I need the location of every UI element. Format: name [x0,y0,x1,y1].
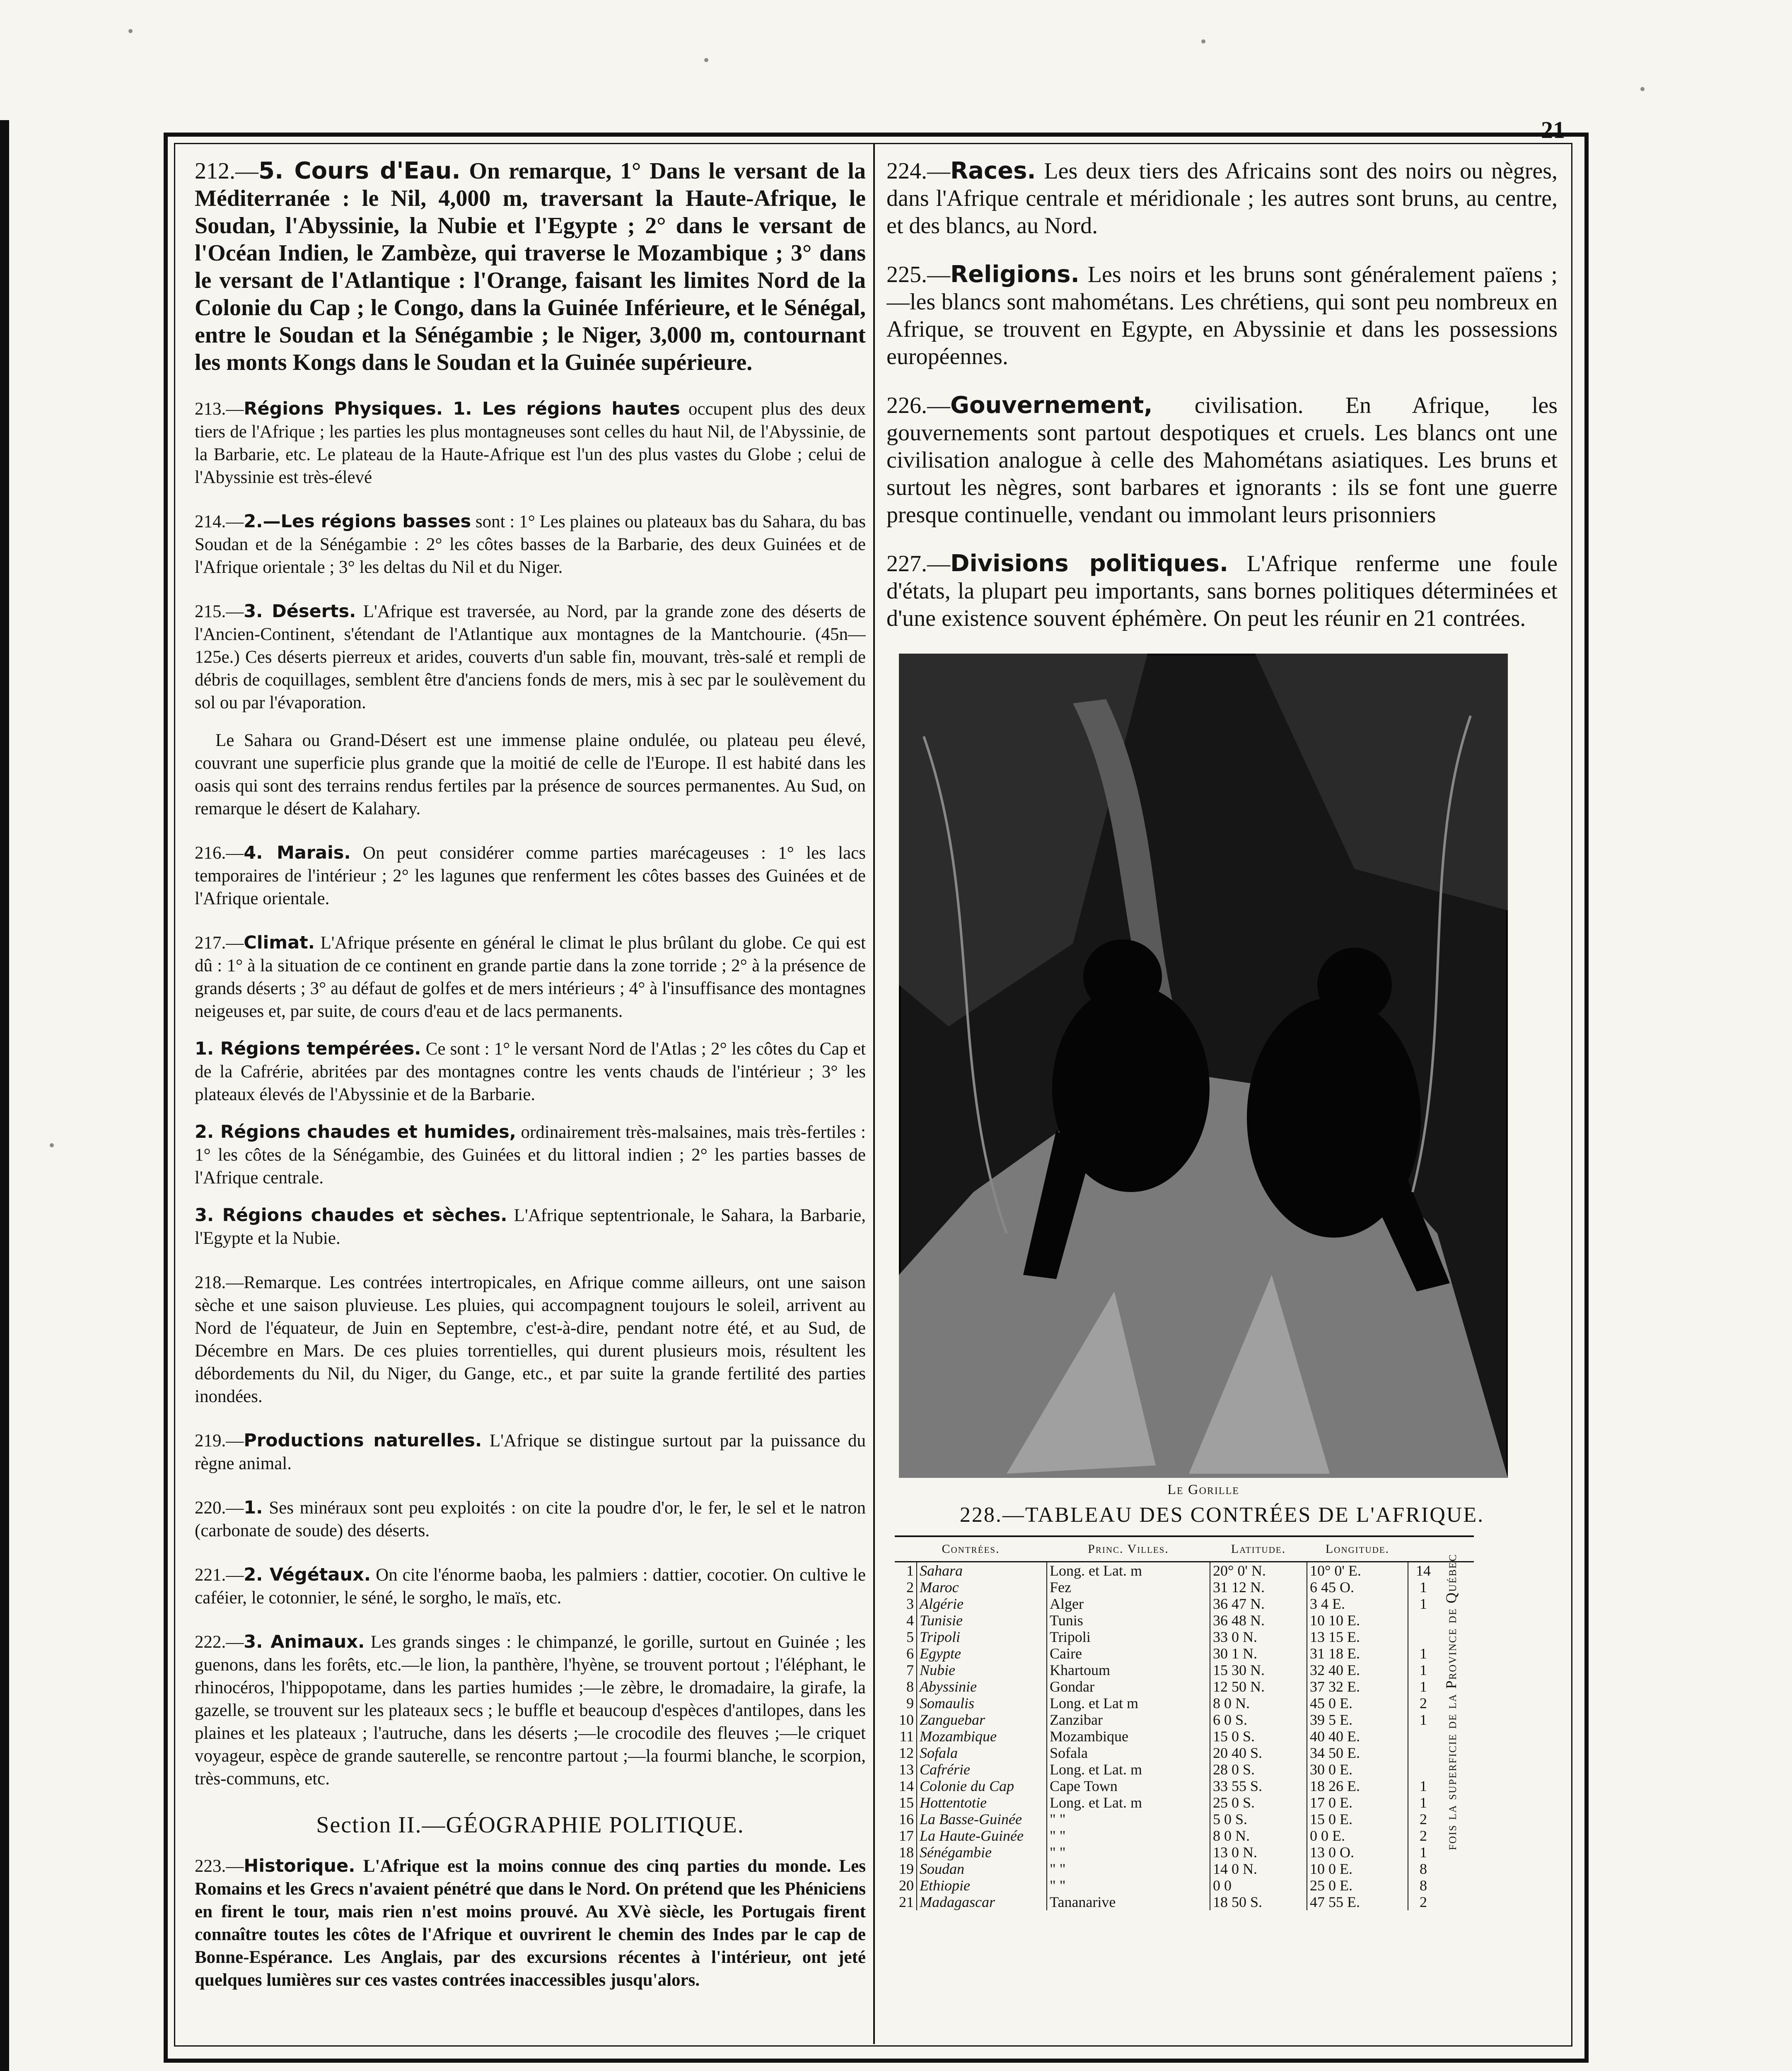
paragraph-227: 227.—Divisions politiques. L'Afrique renferme une foule d'états, la plupart peu importants, sans bornes politiques déterminées et d'une existence souvent éphémère. On peut les réunir en 21 contrées. [886,550,1558,631]
paragraph-218: 218.—Remarque. Les contrées intertropicales, en Afrique comme ailleurs, ont une saison sèche et une saison pluvieuse. Les pluies, qui accompagnent toujours le soleil, arrivent au Nord de l'équateur, de Juin en Septembre, c'est-à-dire, pendant notre été, et au Sud, de Décembre en Mars. De ces pluies torrentielles, qui durent plusieurs mois, résultent les débordements du Nil, du Niger, du Gange, etc., et par suite la grande fertilité des parties inondées. [195,1273,866,1406]
paragraph-heading: 1. [244,1497,263,1518]
country-name: Somaulis [917,1695,1047,1711]
longitude-value: 32 40 E. [1307,1662,1408,1678]
scan-speck [1201,39,1205,43]
latitude-value: 8 0 N. [1210,1695,1307,1711]
table-row [895,1844,1474,1861]
table-row [895,1629,1474,1645]
latitude-value: 15 0 S. [1210,1728,1307,1745]
longitude-value: 0 0 E. [1307,1827,1408,1844]
area-ratio: 1 [1420,1662,1427,1678]
row-number: 7 [895,1662,917,1678]
paragraph-heading: Divisions politiques. [950,550,1229,577]
scan-speck [50,1143,54,1147]
paragraph-regions-temperees: 1. Régions tempérées. Ce sont : 1° le versant Nord de l'Atlas ; 2° les côtes du Cap et de la Cafrérie, abritées par des montagnes contre les vents chauds de l'intérieur ; 3° les plateaux élevés de l'Abyssinie et de la Barbarie. [195,1038,866,1104]
table-row [895,1745,1474,1761]
area-ratio: 1 [1420,1844,1427,1861]
latitude-value: 36 48 N. [1210,1612,1307,1629]
row-number: 18 [895,1844,917,1861]
longitude-value: 39 5 E. [1307,1711,1408,1728]
paragraph-225: 225.—Religions. Les noirs et les bruns sont généralement païens ;—les blancs sont mahométans. Les chrétiens, qui sont peu nombreux en Afrique, se trouvent en Egypte, en Abyssinie et dans les possessions européennes. [886,261,1558,369]
row-number: 5 [895,1629,917,1645]
paragraph-heading: Races. [950,157,1036,184]
latitude-value: 36 47 N. [1210,1595,1307,1612]
paragraph-213: 213.—Régions Physiques. 1. Les régions hautes occupent plus des deux tiers de l'Afrique ; les parties les plus montagneuses sont celles du haut Nil, de l'Abyssinie, de la Barbarie, etc. Le plateau de la Haute-Afrique est l'un des plus vastes du Globe ; celui de l'Abyssinie est très-élevé [195,398,866,487]
scan-speck [1640,87,1645,91]
table-row [895,1761,1474,1778]
header-contrees: Contrées. [895,1536,1047,1562]
row-number: 12 [895,1745,917,1761]
paragraph-heading: 2.—Les régions basses [244,511,471,532]
latitude-value: 28 0 S. [1210,1761,1307,1778]
longitude-value: 40 40 E. [1307,1728,1408,1745]
longitude-value: 34 50 E. [1307,1745,1408,1761]
latitude-value: 8 0 N. [1210,1827,1307,1844]
paragraph-sahara: Le Sahara ou Grand-Désert est une immense plaine ondulée, ou plateau peu élevé, couvrant une superficie plus grande que la moitié de celle de l'Europe. Il est habité dans les oasis qui sont des terrains rendus fertiles par la présence de sources permanentes. Au Sud, on remarque le désert de Kalahary. [195,731,866,818]
paragraph-heading: Climat. [244,932,315,953]
main-city: Cape Town [1047,1778,1210,1794]
table-row [895,1612,1474,1629]
paragraph-224: 224.—Races. Les deux tiers des Africains sont des noirs ou nègres, dans l'Afrique centrale et méridionale ; les autres sont bruns, au centre, et des blancs, au Nord. [886,157,1558,239]
main-city: Caire [1047,1645,1210,1662]
area-ratio: 1 [1420,1645,1427,1662]
area-ratio: 2 [1420,1695,1427,1711]
scan-speck [128,29,133,33]
main-city: " " [1047,1811,1210,1827]
paragraph-heading: 3. Régions chaudes et sèches. [195,1205,507,1226]
country-name: Ethiopie [917,1877,1047,1894]
latitude-value: 30 1 N. [1210,1645,1307,1662]
table-row [895,1728,1474,1745]
area-note-cell [1438,1536,1474,1850]
main-city: " " [1047,1877,1210,1894]
row-number: 11 [895,1728,917,1745]
column-divider [873,143,875,2044]
longitude-value: 30 0 E. [1307,1761,1408,1778]
country-name: Sofala [917,1745,1047,1761]
area-note: fois la superficie de la Province de Québec [1443,1554,1459,1850]
row-number: 9 [895,1695,917,1711]
paragraph-heading: Régions Physiques. 1. Les régions hautes [244,398,680,419]
gorilla-engraving [899,654,1508,1497]
header-latitude: Latitude. [1210,1536,1307,1562]
table-row [895,1645,1474,1662]
main-city: Fez [1047,1579,1210,1595]
latitude-value: 33 55 S. [1210,1778,1307,1794]
main-city: Khartoum [1047,1662,1210,1678]
longitude-value: 13 0 O. [1307,1844,1408,1861]
area-ratio: 1 [1420,1794,1427,1811]
row-number: 13 [895,1761,917,1778]
paragraph-heading: 2. Végétaux. [244,1564,371,1585]
row-number: 4 [895,1612,917,1629]
country-name: Abyssinie [917,1678,1047,1695]
paragraph-heading: 4. Marais. [244,842,351,863]
main-city: " " [1047,1827,1210,1844]
page-number: 21 [1541,116,1565,143]
main-city: Gondar [1047,1678,1210,1695]
country-name: Maroc [917,1579,1047,1595]
country-name: Soudan [917,1861,1047,1877]
table-row [895,1695,1474,1711]
paragraph-226: 226.—Gouvernement, civilisation. En Afrique, les gouvernements sont partout despotiques et cruels. Les blancs ont une civilisation analogue à celle des Mahométans asiatiques. Les bruns et surtout les nègres, sont barbares et ignorants : ils se font une guerre presque continuelle, vendant ou immolant leurs prisonniers [886,392,1558,528]
area-ratio [1408,1761,1438,1778]
row-number: 8 [895,1678,917,1695]
paragraph-219: 219.—Productions naturelles. L'Afrique se distingue surtout par la puissance du règne animal. [195,1430,866,1473]
main-city: Zanzibar [1047,1711,1210,1728]
countries-table [895,1535,1474,1910]
country-name: Egypte [917,1645,1047,1662]
table-row [895,1662,1474,1678]
right-column [886,157,1558,1910]
longitude-value: 31 18 E. [1307,1645,1408,1662]
longitude-value: 15 0 E. [1307,1811,1408,1827]
longitude-value: 10° 0' E. [1307,1562,1408,1579]
main-city: Tananarive [1047,1894,1210,1910]
table-body [895,1562,1474,1911]
table-row [895,1711,1474,1728]
country-name: La Basse-Guinée [917,1811,1047,1827]
header-area [1408,1536,1438,1562]
latitude-value: 12 50 N. [1210,1678,1307,1695]
row-number: 19 [895,1861,917,1877]
country-name: Sénégambie [917,1844,1047,1861]
row-number: 2 [895,1579,917,1595]
main-city: " " [1047,1861,1210,1877]
row-number: 17 [895,1827,917,1844]
main-city: Long. et Lat. m [1047,1562,1210,1579]
area-ratio: 1 [1420,1778,1427,1794]
area-ratio: 2 [1420,1811,1427,1827]
row-number: 6 [895,1645,917,1662]
country-name: Colonie du Cap [917,1778,1047,1794]
country-name: La Haute-Guinée [917,1827,1047,1844]
paragraph-222: 222.—3. Animaux. Les grands singes : le chimpanzé, le gorille, surtout en Guinée ; les guenons, dans les forêts, etc.—le lion, la panthère, l'hyène, se trouvent portout ; l'éléphant, le rhinocéros, l'hippopotame, dans les parties humides ;—le zèbre, le dromadaire, la girafe, la gazelle, se trouvent sur les plateaux secs ; le buffle et beaucoup d'espèces d'antilopes, dans les plaines et les plateaux ; l'autruche, dans les déserts ;—le crocodile des fleuves ;—le criquet voyageur, espèce de grande sauterelle, se rencontre partout ;—la fourmi blanche, le scorpion, très-communs, etc. [195,1632,866,1789]
table-row [895,1778,1474,1794]
paragraph-regions-humides: 2. Régions chaudes et humides, ordinairement très-malsaines, mais très-fertiles : 1° les côtes de la Sénégambie, des Guinées et du littoral indien ; 2° les parties basses de l'Afrique centrale. [195,1122,866,1188]
country-name: Tripoli [917,1629,1047,1645]
paragraph-heading: Productions naturelles. [244,1430,482,1451]
main-city: Sofala [1047,1745,1210,1761]
main-city: Long. et Lat. m [1047,1794,1210,1811]
latitude-value: 20 40 S. [1210,1745,1307,1761]
table-row [895,1794,1474,1811]
paragraph-heading: 2. Régions chaudes et humides, [195,1122,517,1142]
row-number: 14 [895,1778,917,1794]
country-name: Hottentotie [917,1794,1047,1811]
paragraph-regions-seches: 3. Régions chaudes et sèches. L'Afrique septentrionale, le Sahara, la Barbarie, l'Egypte et la Nubie. [195,1205,866,1248]
main-city: Mozambique [1047,1728,1210,1745]
country-name: Zanguebar [917,1711,1047,1728]
longitude-value: 6 45 O. [1307,1579,1408,1595]
area-ratio: 1 [1420,1711,1427,1728]
country-name: Algérie [917,1595,1047,1612]
area-ratio [1408,1629,1438,1645]
row-number: 3 [895,1595,917,1612]
area-ratio: 1 [1420,1579,1427,1595]
longitude-value: 45 0 E. [1307,1695,1408,1711]
paragraph-220: 220.—1. Ses minéraux sont peu exploités : on cite la poudre d'or, le fer, le sel et le natron (carbonate de soude) des déserts. [195,1497,866,1540]
longitude-value: 10 10 E. [1307,1612,1408,1629]
main-city: Long. et Lat. m [1047,1761,1210,1778]
table-row [895,1595,1474,1612]
paragraph-221: 221.—2. Végétaux. On cite l'énorme baoba, les palmiers : dattier, cocotier. On cultive le caféier, le cotonnier, le séné, le sorgho, le maïs, etc. [195,1564,866,1608]
table-row [895,1811,1474,1827]
country-name: Sahara [917,1562,1047,1579]
paragraph-heading: Historique. [244,1856,355,1876]
row-number: 16 [895,1811,917,1827]
longitude-value: 25 0 E. [1307,1877,1408,1894]
scan-speck [704,58,708,62]
latitude-value: 20° 0' N. [1210,1562,1307,1579]
main-city: Long. et Lat m [1047,1695,1210,1711]
gorilla-illustration [899,654,1508,1478]
figure-caption: Le Gorille [1167,1482,1239,1497]
paragraph-214: 214.—2.—Les régions basses sont : 1° Les plaines ou plateaux bas du Sahara, du bas Soudan et de la Sénégambie : 2° les côtes basses de la Barbarie, des deux Guinées et de l'Afrique orientale ; 3° les deltas du Nil et du Niger. [195,511,866,577]
section-title: Section II.—GÉOGRAPHIE POLITIQUE. [316,1812,744,1838]
latitude-value: 33 0 N. [1210,1629,1307,1645]
area-ratio: 1 [1420,1678,1427,1695]
latitude-value: 0 0 [1210,1877,1307,1894]
latitude-value: 5 0 S. [1210,1811,1307,1827]
latitude-value: 6 0 S. [1210,1711,1307,1728]
country-name: Tunisie [917,1612,1047,1629]
area-ratio: 2 [1420,1894,1427,1910]
paragraph-heading: Gouvernement, [950,392,1153,419]
longitude-value: 3 4 E. [1307,1595,1408,1612]
table-row [895,1562,1474,1579]
paragraph-212: 212.—5. Cours d'Eau. On remarque, 1° Dans le versant de la Méditerranée : le Nil, 4,000 m, traversant la Haute-Afrique, le Soudan, l'Abyssinie, la Nubie et l'Egypte ; 2° dans le versant de l'Océan Indien, le Zambèze, qui traverse le Mozambique ; 3° dans le versant de l'Atlantique : l'Orange, faisant les limites Nord de la Colonie du Cap ; le Congo, dans la Guinée Inférieure, et le Sénégal, entre le Soudan et la Sénégambie ; le Niger, 3,000 m, contournant les monts Kongs dans le Soudan et la Guinée supérieure. [195,157,866,375]
latitude-value: 14 0 N. [1210,1861,1307,1877]
area-ratio [1408,1728,1438,1745]
main-city: " " [1047,1844,1210,1861]
paragraph-217: 217.—Climat. L'Afrique présente en général le climat le plus brûlant du globe. Ce qui est dû : 1° à la situation de ce continent en grande partie dans la zone torride ; 2° à la présence de grands déserts ; 3° au défaut de golfes et de mers intérieurs ; 4° à l'insuffisance des montagnes neigeuses et, par suite, de cours d'eau et de lacs permanents. [195,932,866,1021]
area-ratio: 8 [1420,1861,1427,1877]
area-ratio [1408,1745,1438,1761]
country-name: Mozambique [917,1728,1047,1745]
paragraph-heading: Religions. [950,261,1080,288]
area-ratio: 2 [1420,1827,1427,1844]
country-name: Madagascar [917,1894,1047,1910]
area-ratio: 14 [1416,1562,1431,1579]
longitude-value: 37 32 E. [1307,1678,1408,1695]
table-row [895,1827,1474,1844]
latitude-value: 15 30 N. [1210,1662,1307,1678]
table-row [895,1678,1474,1695]
paragraph-223: 223.—Historique. L'Afrique est la moins connue des cinq parties du monde. Les Romains et les Grecs n'avaient pénétré que dans le Nord. On prétend que les Phéniciens en firent le tour, mais rien n'est moins prouvé. Au XVè siècle, les Portugais firent connaître toutes les côtes de l'Afrique et ouvrirent le chemin des Indes par le cap de Bonne-Espérance. Les Anglais, par des excursions récentes à l'intérieur, ont jeté quelques lumières sur ces vastes contrées inaccessibles jusqu'alors. [195,1856,866,1990]
longitude-value: 47 55 E. [1307,1894,1408,1910]
table-row [895,1894,1474,1910]
longitude-value: 10 0 E. [1307,1861,1408,1877]
table-title: 228.—TABLEAU DES CONTRÉES DE L'AFRIQUE. [959,1503,1485,1527]
country-name: Cafrérie [917,1761,1047,1778]
country-name: Nubie [917,1662,1047,1678]
area-ratio: 8 [1420,1877,1427,1894]
row-number: 10 [895,1711,917,1728]
main-city: Tunis [1047,1612,1210,1629]
longitude-value: 18 26 E. [1307,1778,1408,1794]
area-ratio: 1 [1420,1595,1427,1612]
table-header-row [895,1536,1474,1562]
main-city: Alger [1047,1595,1210,1612]
latitude-value: 18 50 S. [1210,1894,1307,1910]
table-row [895,1579,1474,1595]
paragraph-heading: 5. Cours d'Eau. [258,157,461,184]
row-number: 15 [895,1794,917,1811]
longitude-value: 13 15 E. [1307,1629,1408,1645]
left-margin-rule [0,120,9,2071]
header-villes: Princ. Villes. [1047,1536,1210,1562]
paragraph-heading: 1. Régions tempérées. [195,1038,421,1059]
row-number: 1 [895,1562,917,1579]
paragraph-heading: 3. Déserts. [244,601,356,622]
left-column [195,157,866,2042]
table-row [895,1861,1474,1877]
header-longitude: Longitude. [1307,1536,1408,1562]
latitude-value: 31 12 N. [1210,1579,1307,1595]
latitude-value: 25 0 S. [1210,1794,1307,1811]
paragraph-heading: 3. Animaux. [244,1632,365,1652]
main-city: Tripoli [1047,1629,1210,1645]
paragraph-215: 215.—3. Déserts. L'Afrique est traversée, au Nord, par la grande zone des déserts de l'Ancien-Continent, s'étendant de l'Atlantique aux montagnes de la Mantchourie. (45n—125e.) Ces déserts pierreux et arides, couverts d'un sable fin, mouvant, très-salé et rempli de débris de coquillages, semblent être d'anciens fonds de mers, mis à sec par le soulèvement du sol ou par l'évaporation. [195,601,866,712]
latitude-value: 13 0 N. [1210,1844,1307,1861]
table-row [895,1877,1474,1894]
row-number: 20 [895,1877,917,1894]
paragraph-216: 216.—4. Marais. On peut considérer comme parties marécageuses : 1° les lacs temporaires de l'intérieur ; 2° les lagunes que renferment les côtes basses des Guinées et de l'Afrique orientale. [195,842,866,908]
area-ratio [1408,1612,1438,1629]
longitude-value: 17 0 E. [1307,1794,1408,1811]
row-number: 21 [895,1894,917,1910]
